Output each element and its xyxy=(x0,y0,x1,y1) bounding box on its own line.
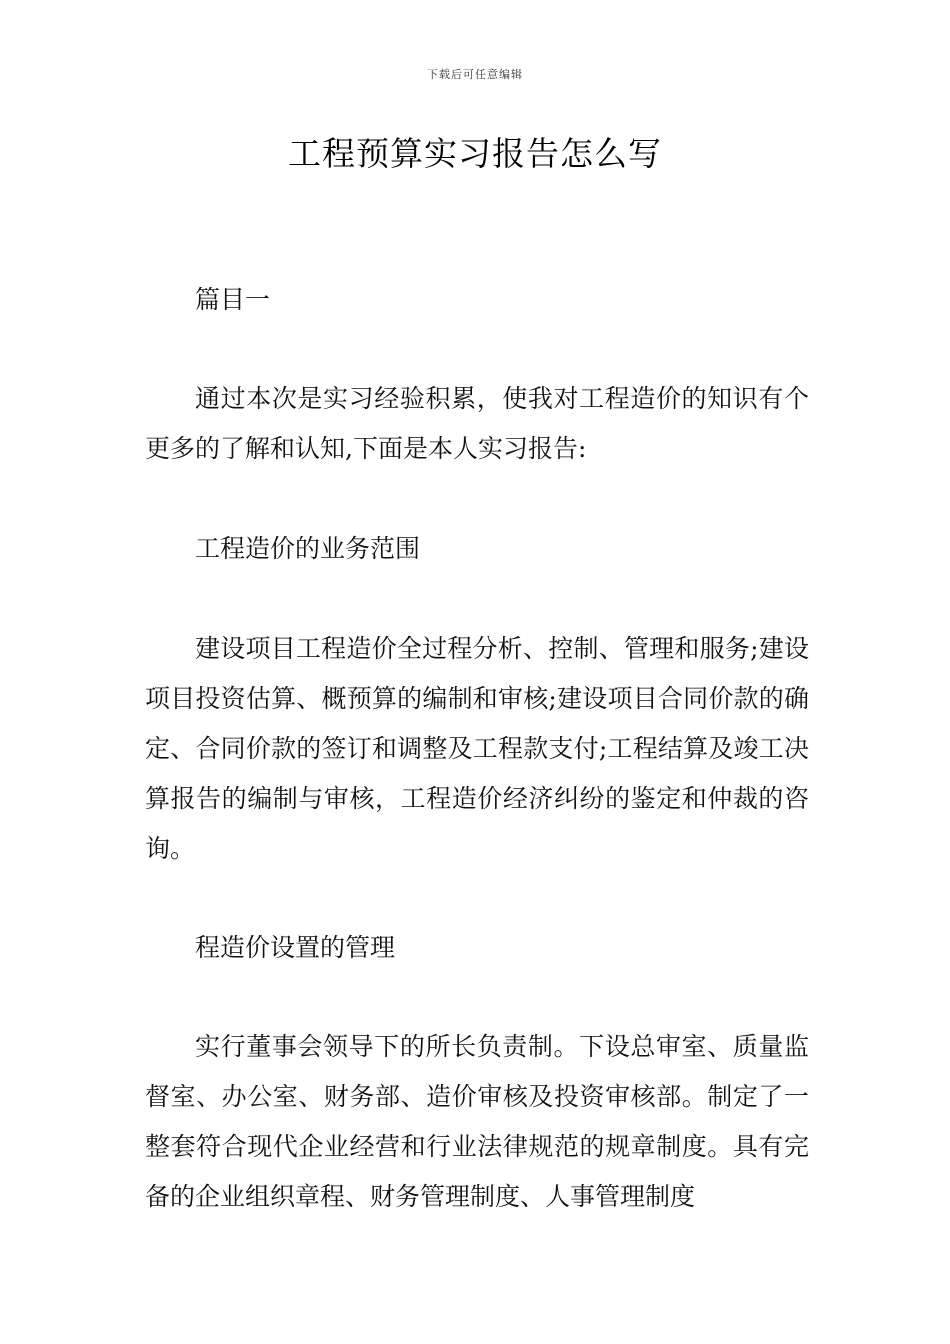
page-header-note: 下载后可任意编辑 xyxy=(427,68,523,81)
management-paragraph: 实行董事会领导下的所长负责制。下设总审室、质量监督室、办公室、财务部、造价审核及投资审核部。制定了一整套符合现代企业经营和行业法律规范的规章制度。具有完备的企业组织章程、财务管理制度、人事管理制度 xyxy=(145,1032,809,1211)
management-heading: 程造价设置的管理 xyxy=(195,933,396,962)
scope-paragraph: 建设项目工程造价全过程分析、控制、管理和服务;建设项目投资估算、概预算的编制和审核;建设项目合同价款的确定、合同价款的签订和调整及工程款支付;工程结算及竣工决算报告的编制与审核，工程造价经济纠纷的鉴定和仲裁的咨询。 xyxy=(145,634,809,863)
section-label: 篇目一 xyxy=(195,285,271,314)
intro-paragraph: 通过本次是实习经验积累，使我对工程造价的知识有个更多的了解和认知,下面是本人实习报告: xyxy=(145,384,809,463)
scope-heading: 工程造价的业务范围 xyxy=(195,534,421,563)
document-title: 工程预算实习报告怎么写 xyxy=(288,134,662,173)
